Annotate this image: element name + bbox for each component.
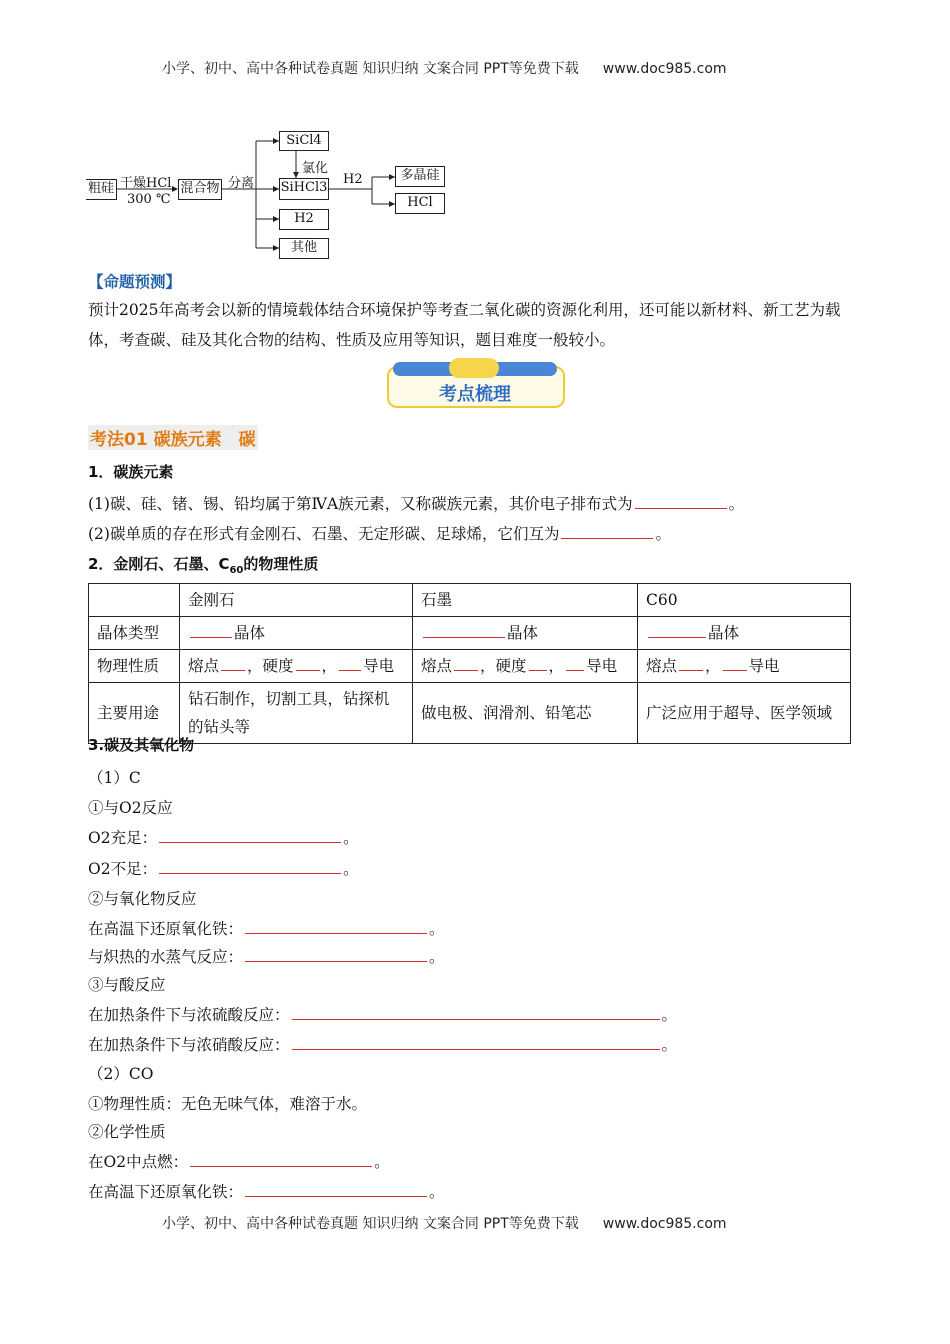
answer-blank[interactable] <box>529 656 547 671</box>
answer-blank[interactable] <box>245 947 427 962</box>
answer-blank[interactable] <box>190 1152 372 1167</box>
c-item1: ①与O2反应 <box>88 799 173 817</box>
answer-blank[interactable] <box>635 494 727 509</box>
row-label-crystal: 晶体类型 <box>89 617 180 650</box>
mixture-box: 混合物 <box>178 179 222 200</box>
banner-title: 考点梳理 <box>439 384 511 405</box>
header-url[interactable]: www.doc985.com <box>602 61 727 77</box>
answer-blank[interactable] <box>423 623 505 638</box>
c-item3: ③与酸反应 <box>88 976 166 994</box>
c-item3b: 在加热条件下与浓硝酸反应： 。 <box>88 1036 678 1054</box>
co-item2: ②化学性质 <box>88 1123 166 1141</box>
answer-blank[interactable] <box>296 656 320 671</box>
properties-table <box>88 583 851 744</box>
answer-blank[interactable] <box>159 828 341 843</box>
c-item1a: O2充足： 。 <box>88 829 359 847</box>
table-row: 物理性质 熔点 ，硬度 ， 导电 熔点 ，硬度 ， 导电 熔点 ， 导电 <box>89 650 851 683</box>
footer-text: 小学、初中、高中各种试卷真题 知识归纳 文案合同 PPT等免费下载 <box>162 1216 579 1232</box>
answer-blank[interactable] <box>339 656 361 671</box>
co-item2a: 在O2中点燃： 。 <box>88 1153 390 1171</box>
co-subtitle: （2）CO <box>88 1065 154 1083</box>
answer-blank[interactable] <box>245 1182 427 1197</box>
chlorination-label: 氯化 <box>302 161 329 176</box>
part3-title: 3.碳及其氧化物 <box>88 736 195 754</box>
temperature-label: 300 ℃ <box>127 192 171 207</box>
answer-blank[interactable] <box>159 859 341 874</box>
part1-title: 1．碳族元素 <box>88 463 174 481</box>
answer-blank[interactable] <box>566 656 584 671</box>
prediction-heading: 【命题预测】 <box>88 273 182 291</box>
answer-blank[interactable] <box>245 919 427 934</box>
header-text: 小学、初中、高中各种试卷真题 知识归纳 文案合同 PPT等免费下载 <box>162 61 579 77</box>
c-item3a: 在加热条件下与浓硫酸反应： 。 <box>88 1006 678 1024</box>
polysilicon-box: 多晶硅 <box>395 166 445 187</box>
separate-label: 分离 <box>228 176 255 191</box>
part1-line2: (2)碳单质的存在形式有金刚石、石墨、无定形碳、足球烯，它们互为 。 <box>88 525 671 543</box>
row-label-use: 主要用途 <box>89 683 180 744</box>
answer-blank[interactable] <box>561 524 653 539</box>
part1-line1: (1)碳、硅、锗、锡、铅均属于第ⅣA族元素，又称碳族元素，其价电子排布式为 。 <box>88 495 745 513</box>
answer-blank[interactable] <box>723 656 747 671</box>
page-footer <box>162 1213 727 1233</box>
row-label-physical: 物理性质 <box>89 650 180 683</box>
header-graphite: 石墨 <box>413 584 638 617</box>
dry-hcl-label: 干燥HCl <box>120 176 172 191</box>
c-item2a: 在高温下还原氧化铁： 。 <box>88 920 445 938</box>
h2-box: H2 <box>279 209 329 230</box>
c-item1b: O2不足： 。 <box>88 860 359 878</box>
diagram-connectors <box>0 0 950 270</box>
hcl-box: HCl <box>395 193 445 214</box>
c-subtitle: （1）C <box>88 769 141 787</box>
other-box: 其他 <box>279 238 329 259</box>
header-c60: C60 <box>638 584 851 617</box>
c-item2b: 与炽热的水蒸气反应： 。 <box>88 948 445 966</box>
prediction-text: 预计2025年高考会以新的情境载体结合环境保护等考查二氧化碳的资源化利用，还可能以新材料、新工艺为载体，考查碳、硅及其化合物的结构、性质及应用等知识，题目难度一般较小。 <box>88 301 841 349</box>
answer-blank[interactable] <box>648 623 706 638</box>
c-item2: ②与氧化物反应 <box>88 890 197 908</box>
footer-url[interactable]: www.doc985.com <box>602 1216 727 1232</box>
section-banner <box>387 358 563 406</box>
table-row: 主要用途 钻石制作，切割工具，钻探机的钻头等 做电极、润滑剂、铅笔芯 广泛应用于超导、医学领域 <box>89 683 851 744</box>
answer-blank[interactable] <box>292 1005 660 1020</box>
h2-label: H2 <box>343 172 363 187</box>
header-diamond: 金刚石 <box>180 584 413 617</box>
part2-title: 2．金刚石、石墨、$C_{60}$的物理性质 <box>88 555 319 576</box>
answer-blank[interactable] <box>292 1035 660 1050</box>
sihcl3-box: SiHCl3 <box>279 178 329 200</box>
section-title: 考法01 碳族元素 碳 <box>88 425 258 450</box>
table-header-row <box>89 584 851 617</box>
answer-blank[interactable] <box>190 623 232 638</box>
co-item2b: 在高温下还原氧化铁： 。 <box>88 1183 445 1201</box>
answer-blank[interactable] <box>454 656 478 671</box>
answer-blank[interactable] <box>679 656 703 671</box>
table-row: 晶体类型 晶体 晶体 晶体 <box>89 617 851 650</box>
co-item1: ①物理性质：无色无味气体，难溶于水。 <box>88 1095 368 1113</box>
sicl4-box: SiCl4 <box>279 131 329 151</box>
crude-silicon-box: 粗硅 <box>86 179 117 200</box>
answer-blank[interactable] <box>221 656 245 671</box>
